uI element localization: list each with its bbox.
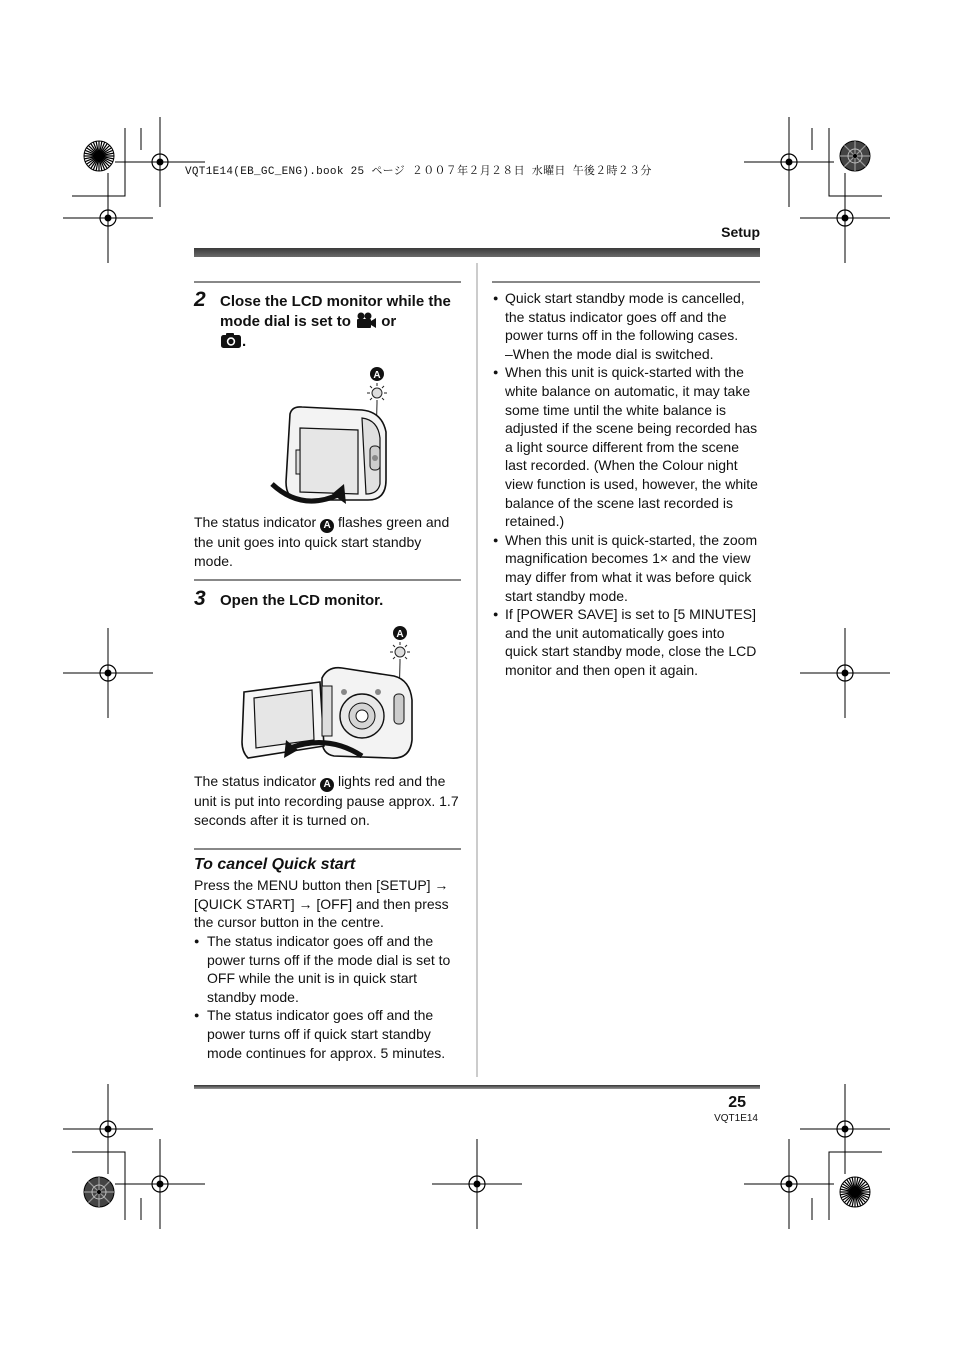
marker-a-label: A xyxy=(373,370,381,381)
right-bullets xyxy=(493,289,761,679)
list-item: ● The status indicator goes off and the power turns off if quick start standby mode continues for approx. 5 minutes. xyxy=(194,1006,462,1062)
camcorder-open-illustration xyxy=(238,622,418,770)
document-code: VQT1E14 xyxy=(714,1113,758,1124)
step2-number: 2 xyxy=(194,288,206,311)
print-header: VQT1E14(EB_GC_ENG).book 25 ページ ２００７年２月２８日 水曜日 午後２時２３分 xyxy=(185,166,652,178)
list-item: ● When this unit is quick-started with the white balance on automatic, it may take some time until the white balance is adjusted if the scene being recorded has a light source different from the scene last recorded. (When the Colour night view function is used, however, the white balance of the scene last recorded is retained.) xyxy=(493,363,761,530)
header-bar xyxy=(194,248,760,257)
step3-caption-pre: The status indicator xyxy=(194,773,317,789)
step3-rule xyxy=(194,579,461,581)
step2-text: Close the LCD monitor while the mode dial is set to xyxy=(220,293,451,330)
step3-caption xyxy=(194,772,462,829)
list-item: ● When this unit is quick-started, the zoom magnification becomes 1× and the view may differ from what it was before quick start standby mode. xyxy=(493,531,761,605)
page-number: 25 xyxy=(728,1094,746,1111)
list-subitem: –When the mode dial is switched. xyxy=(505,345,714,362)
column-divider xyxy=(476,263,478,1077)
step2-rule xyxy=(194,281,461,283)
still-camera-icon xyxy=(220,332,242,349)
step2-caption-pre: The status indicator xyxy=(194,514,317,530)
status-indicator-glow xyxy=(390,642,410,662)
camcorder-closed-illustration xyxy=(262,362,394,510)
step2-instruction: Close the LCD monitor while the mode dial is set to or . xyxy=(220,293,451,350)
list-item: ● The status indicator goes off and the power turns off if the mode dial is set to OFF while the unit is in quick start standby mode. xyxy=(194,932,462,1006)
right-rule xyxy=(492,281,760,283)
list-item: ● If [POWER SAVE] is set to [5 MINUTES] and the unit automatically goes into quick start standby mode, close the LCD monitor and then open it again. xyxy=(493,605,761,679)
step2-or: or xyxy=(381,313,397,330)
video-camera-icon xyxy=(355,312,377,329)
step3-number: 3 xyxy=(194,587,206,610)
cancel-bullets xyxy=(194,932,462,1062)
section-label: Setup xyxy=(721,224,760,240)
marker-a-inline: A xyxy=(320,519,334,533)
step3-instruction: Open the LCD monitor. xyxy=(220,592,384,609)
step3-caption-post: lights red and the unit is put into recording pause approx. 1.7 seconds after it is turned on. xyxy=(194,773,459,828)
cancel-heading: To cancel Quick start xyxy=(194,856,356,873)
step2-caption-post: flashes green and the unit goes into quick start standby mode. xyxy=(194,514,450,569)
cancel-instruction: Press the MENU button then [SETUP] → [QUICK START] → [OFF] and then press the cursor button in the centre. xyxy=(194,877,449,931)
marker-a-label: A xyxy=(396,629,404,640)
marker-a-inline: A xyxy=(320,778,334,792)
list-item: ● Quick start standby mode is cancelled, the status indicator goes off and the power turns off in the following cases. xyxy=(493,289,761,345)
step2-caption xyxy=(194,513,462,570)
status-indicator-glow xyxy=(367,383,387,403)
footer-bar xyxy=(194,1085,760,1089)
cancel-rule xyxy=(194,848,461,850)
